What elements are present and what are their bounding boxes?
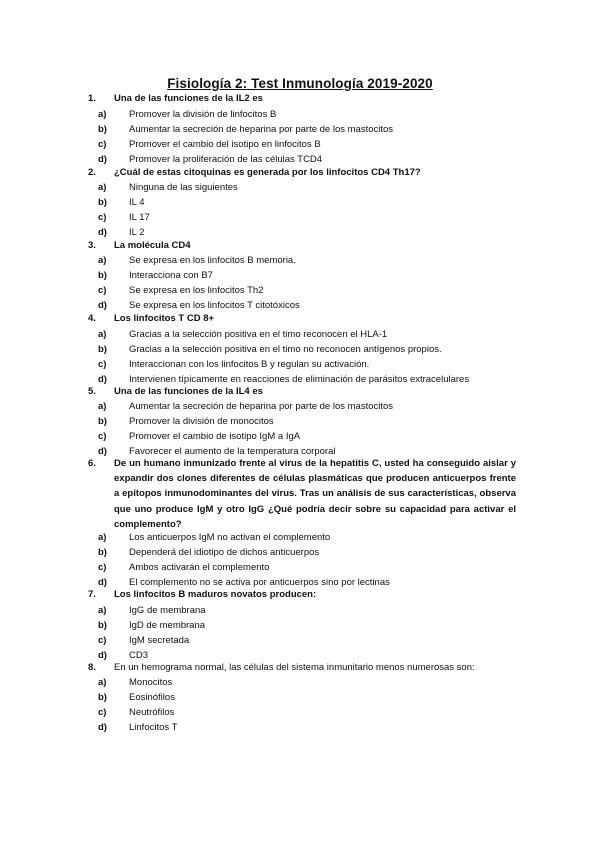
option-letter: a) [98, 255, 107, 266]
option-text: IgG de membrana [129, 605, 206, 616]
option-text: Aumentar la secreción de heparina por parte de los mastocitos [129, 401, 394, 412]
option-text: Los anticuerpos IgM no activan el complemento [129, 532, 331, 543]
question-text: Una de las funciones de la IL4 es [114, 386, 263, 397]
option-letter: a) [98, 182, 107, 193]
question-number: 3. [88, 240, 96, 251]
option-letter: a) [98, 329, 107, 340]
question-number: 4. [88, 313, 96, 324]
option-letter: b) [98, 124, 107, 135]
option-text: Promover la división de linfocitos B [129, 109, 277, 120]
option-text: IgM secretada [129, 635, 190, 646]
option-letter: c) [98, 707, 107, 718]
question-text: Los linfocitos T CD 8+ [114, 313, 215, 324]
question-number: 2. [88, 167, 96, 178]
option-text: Promover el cambio de isotipo IgM a IgA [129, 431, 301, 442]
question-number: 7. [88, 589, 96, 600]
option-text: Dependerá del idiotipo de dichos anticuerpos [129, 547, 320, 558]
option-letter: a) [98, 109, 107, 120]
option-letter: d) [98, 577, 107, 588]
option-text: Promover el cambio del isotipo en linfocitos B [129, 139, 321, 150]
option-text: Gracias a la selección positiva en el timo reconocen el HLA-1 [129, 329, 388, 340]
option-letter: b) [98, 416, 107, 427]
option-letter: c) [98, 139, 107, 150]
option-letter: c) [98, 635, 107, 646]
option-letter: a) [98, 401, 107, 412]
option-text: Monocitos [129, 677, 173, 688]
option-text: Aumentar la secreción de heparina por parte de los mastocitos [129, 124, 394, 135]
question-text: De un humano inmunizado frente al virus de la hepatitis C, usted ha conseguido aislar y expandir dos clones diferentes de células plasmáticas que producen anticuerpos frente a epítopos inmunodominantes del virus. Tras un análisis de sus características, observa que uno produce IgM y otro IgG ¿Qué podría decir sobre su capacidad para activar el complemento? [114, 458, 516, 530]
option-text: Ambos activarán el complemento [129, 562, 270, 573]
option-letter: c) [98, 359, 107, 370]
option-text: Se expresa en los linfocitos T citotóxicos [129, 300, 300, 311]
option-letter: c) [98, 431, 107, 442]
question-text: Una de las funciones de la IL2 es [114, 93, 263, 104]
option-letter: b) [98, 197, 107, 208]
option-text: Ninguna de las siguientes [129, 182, 238, 193]
option-letter: c) [98, 562, 107, 573]
question-text: En un hemograma normal, las células del sistema inmunitario menos numerosas son: [114, 662, 475, 673]
question-text: Los linfocitos B maduros novatos producen: [114, 589, 317, 600]
option-text: IL 4 [129, 197, 145, 208]
option-letter: c) [98, 212, 107, 223]
option-text: Eosinófilos [129, 692, 175, 703]
question-number: 1. [88, 93, 96, 104]
option-letter: d) [98, 722, 107, 733]
question-text: La molécula CD4 [114, 240, 191, 251]
option-text: El complemento no se activa por anticuerpos sino por lectinas [129, 577, 390, 588]
question-text: ¿Cuál de estas citoquinas es generada por los linfocitos CD4 Th17? [114, 167, 421, 178]
option-text: Gracias a la selección positiva en el timo no reconocen antígenos propios. [129, 344, 442, 355]
option-text: Promover la división de monocitos [129, 416, 274, 427]
question-number: 5. [88, 386, 96, 397]
option-text: Intervienen típicamente en reacciones de eliminación de parásitos extracelulares [129, 374, 470, 385]
option-text: Se expresa en los linfocitos B memoria. [129, 255, 296, 266]
option-letter: b) [98, 692, 107, 703]
option-text: Se expresa en los linfocitos Th2 [129, 285, 264, 296]
option-letter: b) [98, 344, 107, 355]
question-number: 6. [88, 458, 96, 469]
option-letter: d) [98, 650, 107, 661]
option-letter: a) [98, 605, 107, 616]
option-text: IgD de membrana [129, 620, 206, 631]
option-letter: b) [98, 547, 107, 558]
option-letter: a) [98, 532, 107, 543]
option-text: Promover la proliferación de las células TCD4 [129, 154, 323, 165]
option-text: Favorecer el aumento de la temperatura corporal [129, 446, 336, 457]
option-text: Interaccionan con los linfocitos B y regulan su activación. [129, 359, 370, 370]
option-letter: d) [98, 154, 107, 165]
option-text: IL 2 [129, 227, 145, 238]
option-text: Interacciona con B7 [129, 270, 213, 281]
option-text: CD3 [129, 650, 149, 661]
question-number: 8. [88, 662, 96, 673]
option-letter: d) [98, 300, 107, 311]
option-text: Linfocitos T [129, 722, 178, 733]
option-letter: d) [98, 374, 107, 385]
option-letter: d) [98, 446, 107, 457]
document-title: Fisiología 2: Test Inmunología 2019-2020 [167, 76, 433, 91]
option-letter: b) [98, 620, 107, 631]
option-letter: b) [98, 270, 107, 281]
option-letter: d) [98, 227, 107, 238]
option-letter: a) [98, 677, 107, 688]
option-letter: c) [98, 285, 107, 296]
option-text: Neutrófilos [129, 707, 175, 718]
option-text: IL 17 [129, 212, 150, 223]
